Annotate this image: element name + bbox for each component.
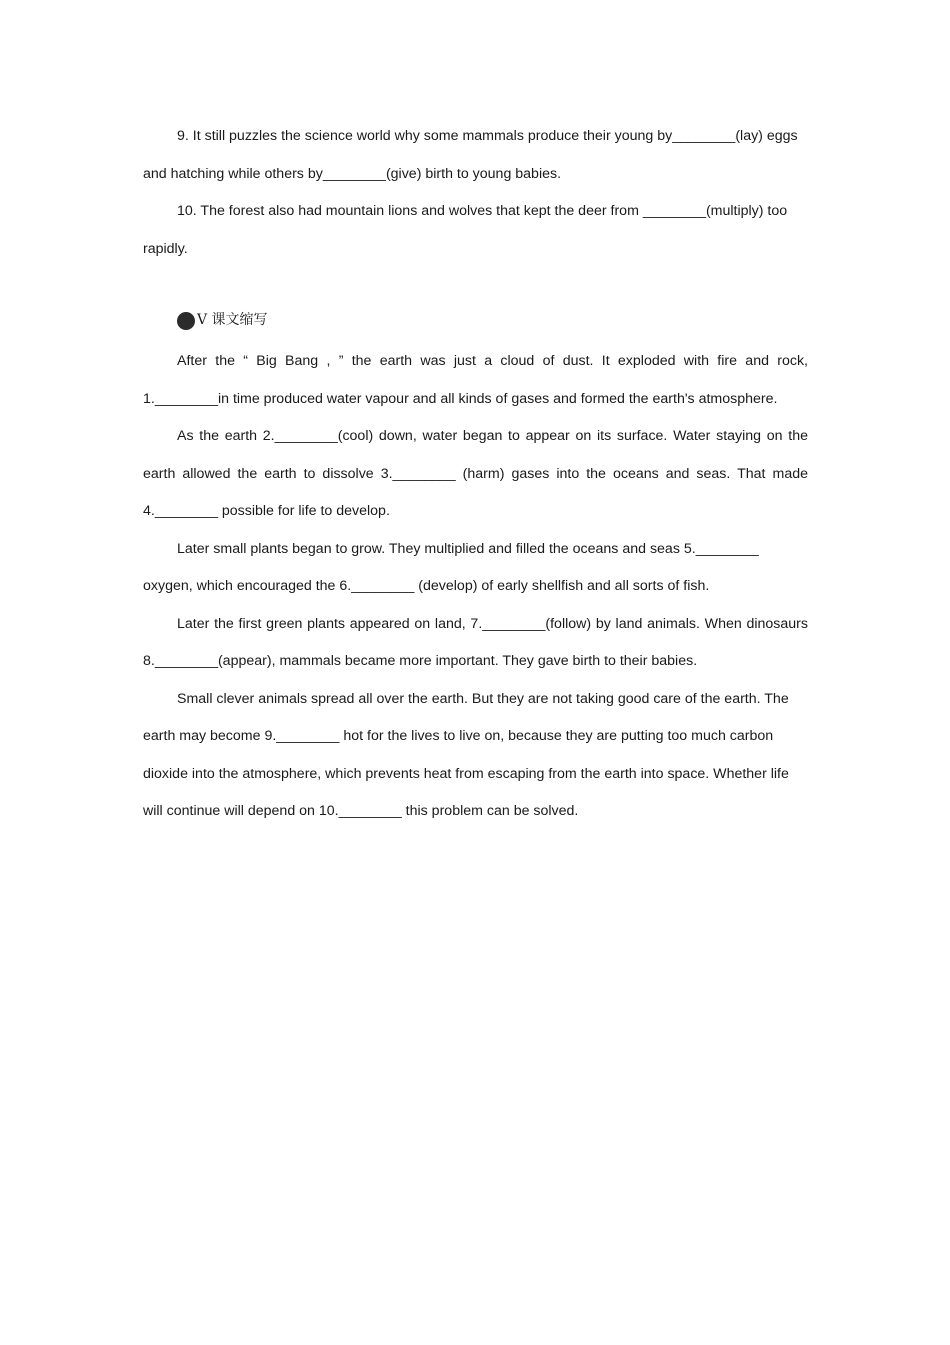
section-label: V 课文缩写: [197, 312, 268, 328]
summary-paragraph-4: Later the first green plants appeared on land, 7.________(follow) by land animals. When dinosaurs 8.________(appear), mammals became more important. They gave birth to their babies.: [143, 615, 808, 669]
black-circle-bullet-icon: [177, 312, 195, 330]
exercise-item-9: 9. It still puzzles the science world why some mammals produce their young by________(lay) eggs and hatching while others by________(give) birth to young babies.: [143, 128, 798, 182]
summary-paragraph-5: Small clever animals spread all over the earth. But they are not taking good care of the earth. The earth may become 9.________ hot for the lives to live on, because they are putting too much carbon dioxide into the atmosphere, which prevents heat from escaping from the earth into space. Whether life will continue will depend on 10.________ this problem can be solved.: [143, 690, 789, 819]
exercise-item-10: 10. The forest also had mountain lions and wolves that kept the deer from ________(multiply) too rapidly.: [143, 203, 788, 257]
document-page: [143, 118, 808, 831]
summary-paragraph-3: Later small plants began to grow. They multiplied and filled the oceans and seas 5.________ oxygen, which encouraged the 6.________ (develop) of early shellfish and all sorts of fish.: [143, 540, 759, 594]
summary-paragraph-1: After the “ Big Bang , ” the earth was just a cloud of dust. It exploded with fire and rock, 1.________in time produced water vapour and all kinds of gases and formed the earth's atmosphere.: [143, 353, 808, 407]
summary-paragraph-2: As the earth 2.________(cool) down, water began to appear on its surface. Water staying on the earth allowed the earth to dissolve 3.________ (harm) gases into the oceans and seas. That made 4.________ possible for life to develop.: [143, 428, 808, 519]
section-heading: [143, 302, 808, 339]
